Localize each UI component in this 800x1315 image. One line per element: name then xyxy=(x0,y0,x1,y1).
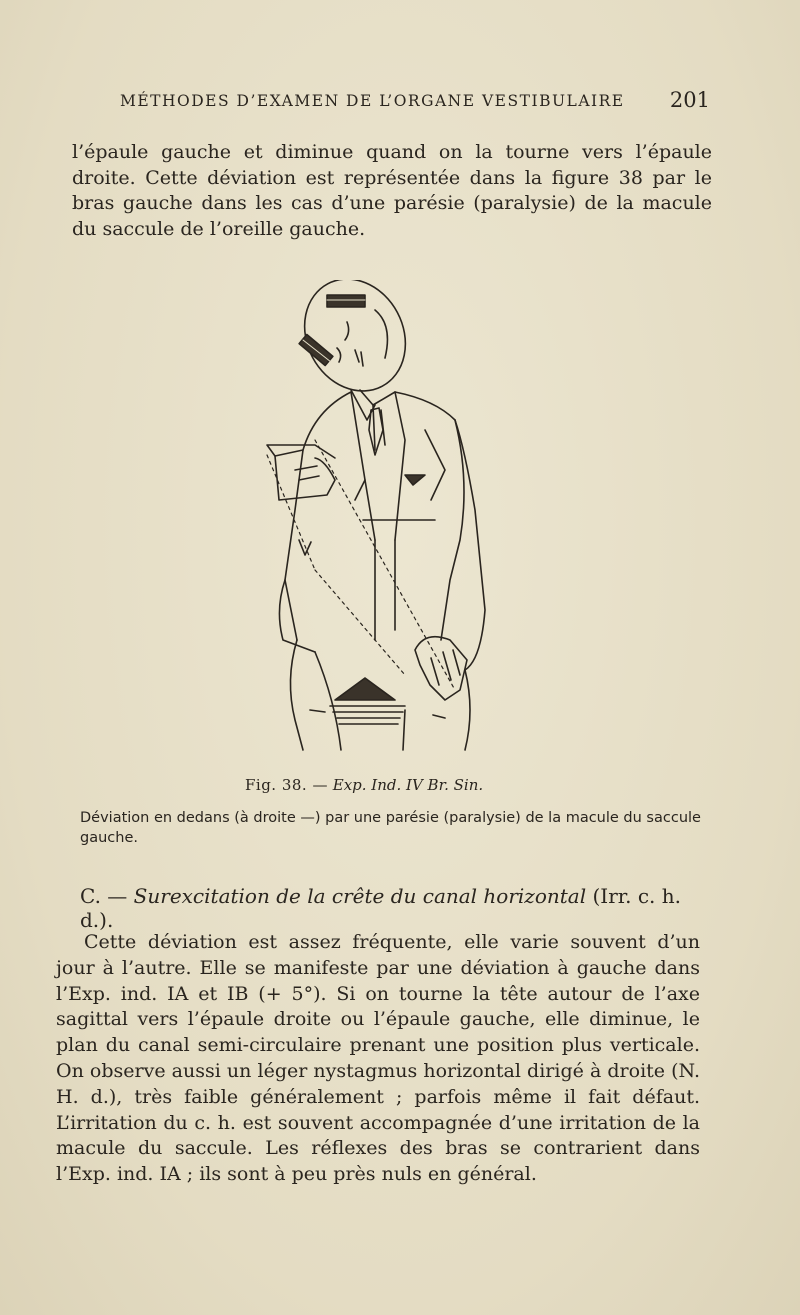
page-number: 201 xyxy=(669,88,710,112)
section-suffix: (Irr. c. h. d.). xyxy=(80,884,681,932)
figure-label-italic: Exp. Ind. IV Br. Sin. xyxy=(332,776,484,794)
section-heading xyxy=(80,884,710,932)
head-drawing xyxy=(285,280,424,409)
paragraph-2-text: Cette déviation est assez fréquente, elle varie souvent d’un jour à l’autre. Elle se manifeste par une déviation à gauche dans l’Exp. ind. IA et IB (+ 5°). Si on tourne la tête autour de l’axe sagittal vers l’épaule droite ou l’épaule gauche, elle diminue, le plan du canal semi-circulaire prenant une position plus verticale. On observe aussi un léger nystagmus horizontal dirigé à droite (N. H. d.), très faible généralement ; parfois même il fait défaut. L’irritation du c. h. est souvent accompagnée d’une irritation de la macule du saccule. Les réflexes des bras se contrarient dans l’Exp. ind. IA ; ils sont à peu près nuls en général. xyxy=(56,931,700,1186)
paragraph-2 xyxy=(56,930,700,1188)
torso-drawing xyxy=(285,390,485,670)
section-title: Surexcitation de la crête du canal horizontal xyxy=(133,884,587,908)
right-hand-drawing xyxy=(415,637,467,700)
deviation-lines xyxy=(267,440,455,690)
figure-38-illustration xyxy=(255,280,515,760)
figure-label-prefix: Fig. 38. — xyxy=(245,776,328,794)
legs-drawing xyxy=(290,640,470,750)
figure-label xyxy=(245,776,800,794)
running-head xyxy=(120,88,710,112)
left-arm-drawing xyxy=(267,445,335,652)
running-head-title: MÉTHODES D’EXAMEN DE L’ORGANE VESTIBULAIRE xyxy=(120,92,625,110)
section-letter: C. — xyxy=(80,884,128,908)
figure-caption: Déviation en dedans (à droite —) par une parésie (paralysie) de la macule du saccule gauche. xyxy=(80,810,701,846)
paragraph-1-text: l’épaule gauche et diminue quand on la tourne vers l’épaule droite. Cette déviation est représentée dans la figure 38 par le bras gauche dans les cas d’une parésie (paralysie) de la macule du saccule de l’oreille gauche. xyxy=(72,141,712,240)
paragraph-1 xyxy=(72,140,712,242)
